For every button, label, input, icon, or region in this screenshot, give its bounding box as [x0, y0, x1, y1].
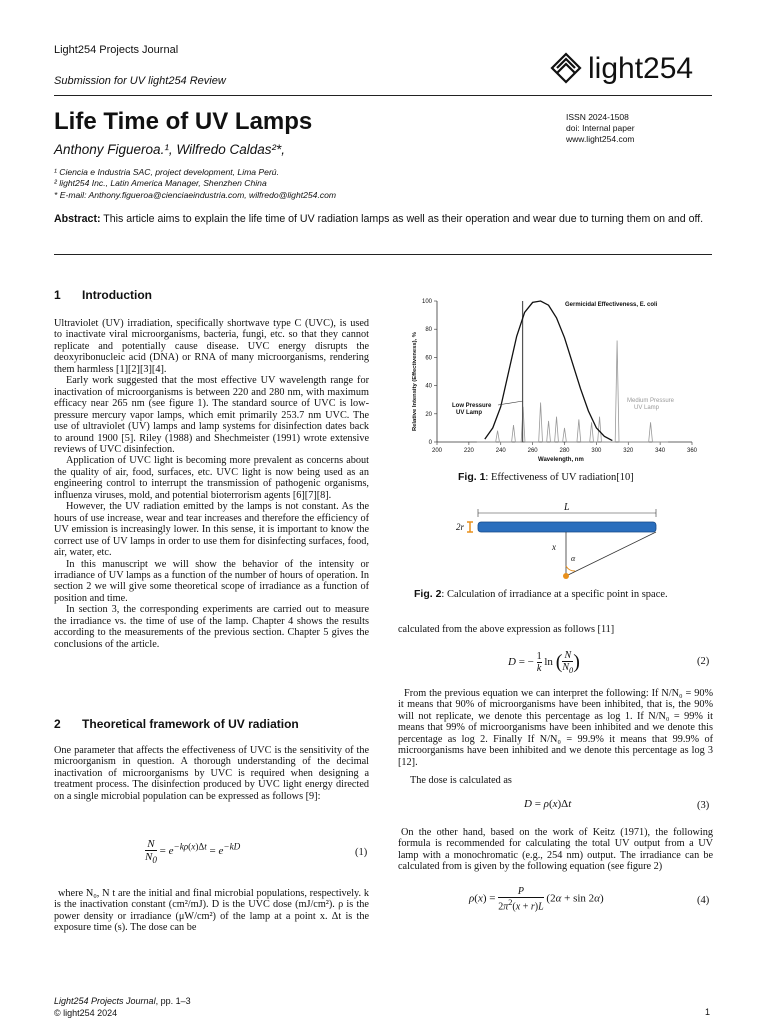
equation-2-number: (2): [697, 656, 710, 667]
x-axis-label: Wavelength, nm: [538, 457, 584, 463]
x-tick-label: 340: [655, 448, 666, 454]
x-tick-label: 320: [623, 448, 634, 454]
after-eq1-text: where N₀, N t are the initial and final microbial populations, respectively. k is the inactivation constant (cm²/mJ). D is the UVC dose (mJ/cm²). ρ is the power density or irradiance (μW/cm²) of the lamp at a point x. Δt is the exposure time (s). The dose can be: [54, 888, 369, 934]
angle-arc: [566, 566, 575, 571]
x-tick-label: 220: [463, 448, 474, 454]
abstract-text: This article aims to explain the life time of UV radiation lamps as well as their operation and wear due to turning them on and off.: [103, 213, 704, 225]
footer-journal-name: Light254 Projects Journal: [54, 996, 156, 1006]
hypotenuse-line: [566, 532, 656, 576]
measurement-point: [563, 573, 569, 579]
section-2-title: Theoretical framework of UV radiation: [82, 717, 299, 731]
equation-3-number: (3): [697, 800, 710, 811]
light254-logo: [548, 44, 718, 90]
figure-2-caption-text: : Calculation of irradiance at a specific point in space.: [441, 589, 668, 600]
theory-paragraph: One parameter that affects the effectiveness of UVC is the sensitivity of the microorganism in question. A thorough understanding of the decimal inactivation of microorganisms by UVC is required when designing a treatment process. The disinfection produced by UVC light energy directed on a single microbial population can be expressed as follows [9]:: [54, 745, 369, 802]
figure-1-chart: [408, 293, 708, 470]
doi: doi: Internal paper: [566, 123, 635, 133]
x-tick-label: 240: [495, 448, 506, 454]
footer-pages: , pp. 1–3: [155, 996, 191, 1006]
paper-meta: [566, 112, 635, 145]
issn: ISSN 2024-1508: [566, 112, 629, 122]
logo-mark-icon: [552, 54, 580, 82]
x-tick-label: 280: [559, 448, 570, 454]
after-eq2-text: From the previous equation we can interpret the following: If N/N₀ = 90% it means that 90% of microorganisms have been inhibited, that is, the 90% will not replicate, we denote this percentage as log 1. If N/N₀ = 99% it means that 99% of microorganisms have been inhibited and we denote this percentage as log 2. Finally If N/N₀ = 99.9% it means that 99.9% of microorganisms have been inhibited and we denote this percentage as log 3 [12].: [398, 688, 713, 768]
introduction-text: [54, 318, 369, 650]
intro-paragraph-6: In section 3, the corresponding experiments are carried out to measure the irradiance vs. the time of use of the lamp. Chapter 4 shows the results according to the measurements of the previous section. Chapter 5 gives the conclusions of the article.: [54, 604, 369, 650]
y-tick-label: 20: [425, 411, 432, 418]
length-label: L: [564, 502, 570, 513]
figure-1-caption-text: : Effectiveness of UV radiation[10]: [485, 472, 634, 483]
submission-note: Submission for UV light254 Review: [54, 75, 226, 87]
y-tick-label: 40: [425, 383, 432, 390]
section-1-title: Introduction: [82, 288, 153, 302]
section-2-number: 2: [54, 717, 61, 731]
authors: Anthony Figueroa.¹, Wilfredo Caldas²*,: [54, 142, 285, 157]
y-axis-label: Relative Intensity (Effectiveness), %: [412, 332, 418, 431]
y-tick-label: 0: [428, 440, 432, 446]
equation-1-number: (1): [355, 847, 368, 858]
figure-1-caption: [458, 471, 634, 483]
x-tick-label: 300: [591, 448, 602, 454]
y-tick-label: 100: [421, 299, 432, 305]
abstract: [54, 212, 714, 227]
footer-copyright: © light254 2024: [54, 1008, 118, 1018]
equation-3: D = ρ(x)Δt: [524, 798, 572, 810]
chart-title: Germicidal Effectiveness, E. coli: [565, 302, 658, 308]
affiliation-1: ¹ Ciencia e Industria SAC, project development, Lima Perú.: [54, 167, 279, 177]
affiliation-3: * E-mail: Anthony.figueroa@cienciaeindustria.com, wilfredo@light254.com: [54, 189, 337, 200]
radius-label: 2r: [456, 522, 465, 532]
x-tick-label: 260: [527, 448, 538, 454]
annotation-low-1: Low Pressure: [452, 403, 492, 409]
x-tick-label: 360: [686, 448, 698, 454]
intro-paragraph-5: In this manuscript we will show the behavior of the intensity or irradiance of UV lamps as a function of the number of hours of operation. In section 2 we will give some theoretical scope of irradiance as a function of position and time.: [54, 558, 369, 604]
figure-2-caption: [414, 588, 668, 600]
right-intro-text: calculated from the above expression as follows [11]: [398, 624, 615, 635]
footer: [54, 995, 191, 1019]
medium-pressure-spectrum-line: [477, 340, 668, 442]
equation-2: D = − $\frac{1}{k}$ ln ( $\frac{N}{N_0}$ ): [508, 650, 580, 675]
y-tick-label: 60: [425, 355, 432, 362]
paper-title: Life Time of UV Lamps: [54, 108, 313, 135]
section-1-number: 1: [54, 288, 61, 302]
angle-label: α: [571, 554, 576, 563]
x-tick-label: 200: [431, 448, 443, 454]
uv-lamp-tube: [478, 522, 656, 532]
equation-4-number: (4): [697, 895, 710, 906]
dose-intro-text: The dose is calculated as: [410, 775, 512, 786]
figure-2-diagram: [448, 498, 668, 589]
annotation-medium-1: Medium Pressure: [627, 398, 675, 404]
intro-paragraph-3: Application of UVC light is becoming more prevalent as concerns about the quality of air, food, surfaces, etc. UVC light is now being used as an engineering control to interrupt the transmission of pathogenic organisms, influenza viruses, mold, and potential bioterrorism agents [6][7][8].: [54, 455, 369, 501]
annotation-medium-2: UV Lamp: [634, 405, 660, 411]
footer-journal-pages: [54, 995, 191, 1007]
header-rule: [54, 95, 712, 96]
germicidal-effectiveness-curve: [485, 301, 613, 441]
abstract-rule: [54, 254, 712, 255]
page-number: 1: [705, 1007, 711, 1017]
distance-label: x: [552, 542, 556, 552]
intro-paragraph-4: However, the UV radiation emitted by the lamps is not constant. As the hours of use increase, wear and tear increases and therefore the efficiency of UV emission is increasingly lower. In this sense, it is important to know the correct use of UV lamps in order to use them for disinfecting surfaces, food, air, water, etc.: [54, 501, 369, 559]
website: www.light254.com: [566, 134, 635, 144]
section-1-heading: [54, 288, 152, 302]
intro-paragraph-2: Early work suggested that the most effective UV wavelength range for inactivation of microorganisms is between 220 and 280 nm, with maximum efficacy near 265 nm (see figure 1). The standard source of UVC is low-pressure mercury vapor lamps, which emit primarily 253.7 nm UVC. The use of ultraviolet (UV) lamps and lamp systems for disinfection dates back to around 1900 [5]. Riley (1988) and Shechmeister (1991) wrote extensive reviews of UVC disinfection.: [54, 375, 369, 455]
figure-1-label: Fig. 1: [458, 471, 486, 483]
figure-2-label: Fig. 2: [414, 588, 442, 600]
affiliation-2: ² light254 Inc., Latin America Manager, Shenzhen China: [54, 178, 267, 189]
affiliations: [54, 167, 336, 201]
intro-paragraph-1: Ultraviolet (UV) irradiation, specifically shortwave type C (UVC), is used to inactivate viral microorganisms, bacteria, fungi, etc. so that they cannot replicate and potentially cause disease. UVC energy disrupts the deoxyribonucleic acid (DNA) or RNA of many microorganisms, rendering them harmless [1][2][3][4].: [54, 318, 369, 375]
y-tick-label: 80: [425, 327, 432, 334]
logo-text: light254: [588, 52, 694, 85]
abstract-label: Abstract:: [54, 213, 101, 225]
after-eq3-text: On the other hand, based on the work of Keitz (1971), the following formula is recommended for calculating the total UV output from a UV lamp with a monochromatic (e.g., 254 nm) output. The irradiance can be calculated from is given by the following equation (see figure 2): [398, 827, 713, 873]
journal-name: Light254 Projects Journal: [54, 44, 179, 56]
section-2-heading: [54, 717, 299, 731]
equation-1: $\frac{N}{N_0}$ = $e^{-k\rho(x)\Delta t} = e^{-kD}$: [145, 838, 241, 866]
equation-4: ρ(x) = $\frac{P}{2\pi^2(x + r)L}$ (2α + sin 2α): [469, 886, 604, 913]
annotation-low-2: UV Lamp: [456, 410, 483, 416]
